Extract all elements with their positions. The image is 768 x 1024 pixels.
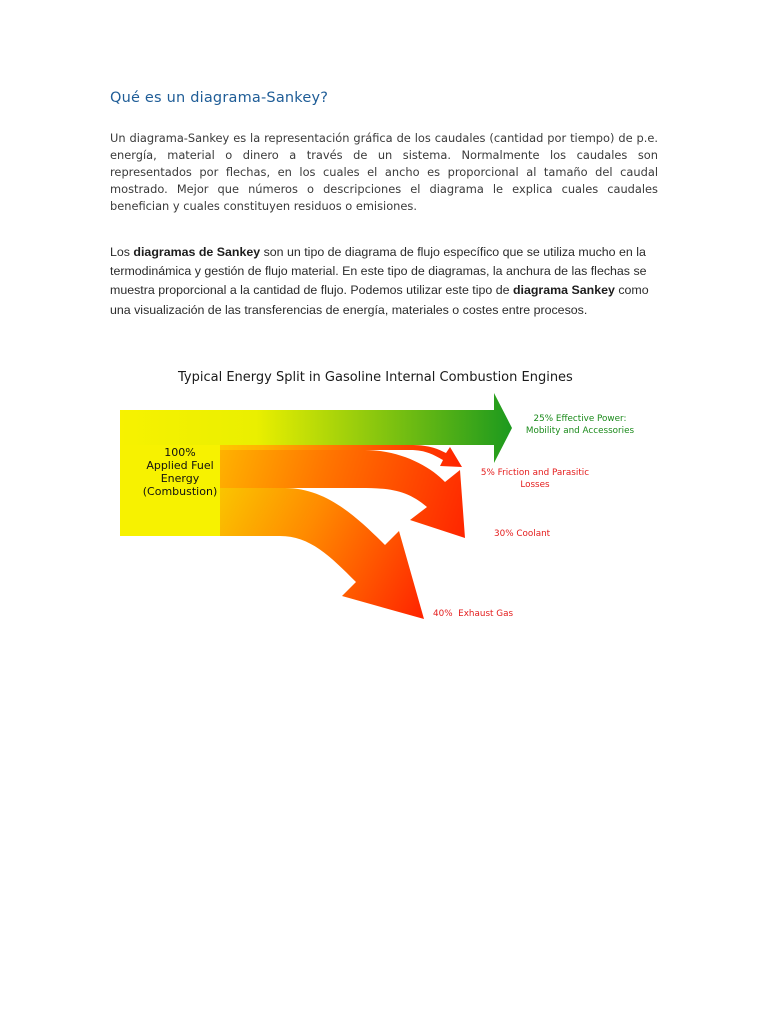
effective-power-label-1: 25% Effective Power: bbox=[533, 414, 627, 424]
exhaust-flow bbox=[220, 488, 424, 619]
bold-term: diagrama Sankey bbox=[512, 283, 615, 298]
exhaust-label: 40% Exhaust Gas bbox=[433, 609, 514, 619]
coolant-label: 30% Coolant bbox=[494, 529, 551, 539]
article bbox=[110, 90, 658, 320]
paragraph-text: son un tipo de diagrama de flujo específico que se utiliza mucho en la termodinámica y gestión de flujo material. En este tipo de diagramas, la anchura de las flechas se muestra proporcional a la cantidad de flujo. Podemos utilizar este tipo de bbox=[110, 245, 647, 298]
diagram-title: Typical Energy Split in Gasoline Internal Combustion Engines bbox=[178, 370, 573, 385]
source-label-4: (Combustion) bbox=[142, 485, 218, 498]
intro-paragraph: Un diagrama-Sankey es la representación gráfica de los caudales (cantidad por tiempo) de p.e. energía, material o dinero a través de un sistema. Normalmente los caudales son representados por flechas, en los cuales el ancho es proporcional al tamaño del caudal mostrado. Mejor que números o descripciones el diagrama le explica cuales caudales benefician y cuales constituyen residuos o emisiones. bbox=[110, 131, 658, 213]
sankey-svg bbox=[110, 360, 670, 640]
paragraph-text: como una visualización de las transferencias de energía, materiales o costes entre procesos. bbox=[110, 283, 649, 317]
source-label-3: Energy bbox=[160, 472, 200, 485]
source-label-2: Applied Fuel bbox=[146, 459, 214, 472]
paragraph-text: Los bbox=[110, 245, 134, 259]
effective-power-label-2: Mobility and Accessories bbox=[525, 426, 635, 436]
source-label-1: 100% bbox=[164, 446, 196, 459]
page-title: Qué es un diagrama-Sankey? bbox=[110, 90, 329, 106]
friction-label-1: 5% Friction and Parasitic bbox=[480, 468, 590, 478]
sankey-paragraph bbox=[110, 243, 658, 320]
sankey-diagram bbox=[110, 360, 670, 640]
bold-term: diagramas de Sankey bbox=[133, 245, 261, 259]
friction-label-2: Losses bbox=[520, 480, 550, 490]
